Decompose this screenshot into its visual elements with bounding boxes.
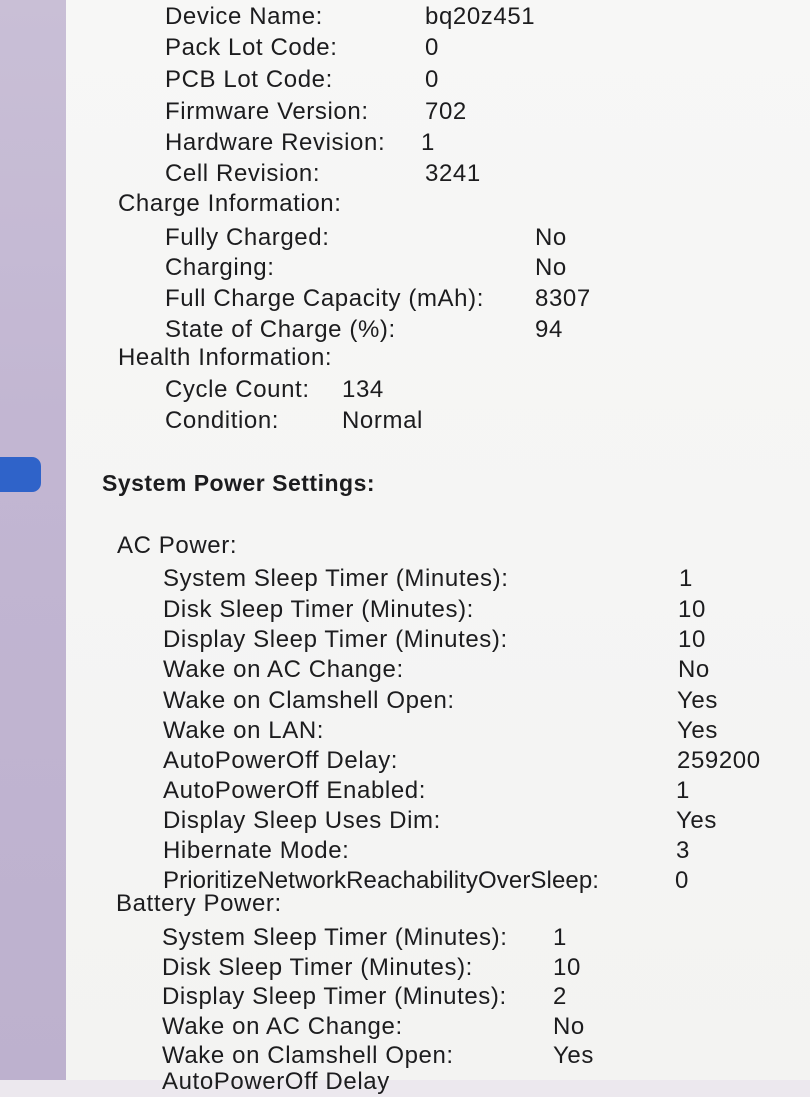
- ac-prioritize-network-value: 0: [675, 867, 689, 894]
- cycle-count-value: 134: [342, 376, 384, 403]
- ac-disk-sleep-timer-value: 10: [678, 596, 706, 623]
- ac-wake-on-ac-change-label: Wake on AC Change:: [163, 656, 404, 683]
- batt-disk-sleep-timer-label: Disk Sleep Timer (Minutes):: [162, 954, 473, 981]
- ac-wake-on-clamshell-open-value: Yes: [677, 687, 718, 714]
- hardware-revision-value: 1: [421, 129, 435, 156]
- fully-charged-label: Fully Charged:: [165, 224, 330, 251]
- charging-value: No: [535, 254, 567, 281]
- ac-hibernate-mode-value: 3: [676, 837, 690, 864]
- batt-wake-on-ac-change-value: No: [553, 1013, 585, 1040]
- state-of-charge-value: 94: [535, 316, 563, 343]
- ac-wake-on-clamshell-open-label: Wake on Clamshell Open:: [163, 687, 455, 714]
- batt-display-sleep-timer-label: Display Sleep Timer (Minutes):: [162, 983, 507, 1010]
- ac-disk-sleep-timer-label: Disk Sleep Timer (Minutes):: [163, 596, 474, 623]
- pack-lot-code-label: Pack Lot Code:: [165, 34, 338, 61]
- sidebar-selected-item[interactable]: [0, 457, 41, 492]
- state-of-charge-label: State of Charge (%):: [165, 316, 396, 343]
- firmware-version-label: Firmware Version:: [165, 98, 369, 125]
- pack-lot-code-value: 0: [425, 34, 439, 61]
- batt-wake-on-clamshell-open-label: Wake on Clamshell Open:: [162, 1042, 454, 1069]
- pcb-lot-code-label: PCB Lot Code:: [165, 66, 333, 93]
- ac-autopoweroff-delay-value: 259200: [677, 747, 761, 774]
- fully-charged-value: No: [535, 224, 567, 251]
- batt-autopoweroff-delay-label: AutoPowerOff Delay: [162, 1068, 390, 1095]
- condition-value: Normal: [342, 407, 423, 434]
- ac-display-sleep-timer-label: Display Sleep Timer (Minutes):: [163, 626, 508, 653]
- charge-information-heading: Charge Information:: [118, 190, 342, 217]
- ac-power-heading: AC Power:: [117, 532, 238, 559]
- ac-system-sleep-timer-label: System Sleep Timer (Minutes):: [163, 565, 509, 592]
- full-charge-capacity-label: Full Charge Capacity (mAh):: [165, 285, 484, 312]
- device-name-value: bq20z451: [425, 3, 536, 30]
- ac-wake-on-lan-label: Wake on LAN:: [163, 717, 325, 744]
- system-power-settings-title: System Power Settings:: [102, 470, 376, 496]
- batt-system-sleep-timer-label: System Sleep Timer (Minutes):: [162, 924, 508, 951]
- ac-display-sleep-timer-value: 10: [678, 626, 706, 653]
- cell-revision-value: 3241: [425, 160, 481, 187]
- charging-label: Charging:: [165, 254, 275, 281]
- pcb-lot-code-value: 0: [425, 66, 439, 93]
- hardware-revision-label: Hardware Revision:: [165, 129, 386, 156]
- ac-wake-on-ac-change-value: No: [678, 656, 710, 683]
- ac-prioritize-network-label: PrioritizeNetworkReachabilityOverSleep:: [163, 867, 600, 894]
- batt-system-sleep-timer-value: 1: [553, 924, 567, 951]
- batt-wake-on-ac-change-label: Wake on AC Change:: [162, 1013, 403, 1040]
- ac-display-sleep-uses-dim-label: Display Sleep Uses Dim:: [163, 807, 441, 834]
- ac-display-sleep-uses-dim-value: Yes: [676, 807, 717, 834]
- batt-wake-on-clamshell-open-value: Yes: [553, 1042, 594, 1069]
- firmware-version-value: 702: [425, 98, 467, 125]
- battery-power-heading: Battery Power:: [116, 890, 282, 917]
- ac-autopoweroff-enabled-label: AutoPowerOff Enabled:: [163, 777, 426, 804]
- ac-hibernate-mode-label: Hibernate Mode:: [163, 837, 350, 864]
- health-information-heading: Health Information:: [118, 344, 333, 371]
- ac-autopoweroff-enabled-value: 1: [676, 777, 690, 804]
- full-charge-capacity-value: 8307: [535, 285, 591, 312]
- device-name-label: Device Name:: [165, 3, 323, 30]
- batt-disk-sleep-timer-value: 10: [553, 954, 581, 981]
- cycle-count-label: Cycle Count:: [165, 376, 310, 403]
- ac-system-sleep-timer-value: 1: [679, 565, 693, 592]
- power-report-content: [66, 0, 810, 1095]
- cell-revision-label: Cell Revision:: [165, 160, 321, 187]
- sidebar: [0, 0, 66, 1080]
- batt-display-sleep-timer-value: 2: [553, 983, 567, 1010]
- ac-wake-on-lan-value: Yes: [677, 717, 718, 744]
- condition-label: Condition:: [165, 407, 280, 434]
- ac-autopoweroff-delay-label: AutoPowerOff Delay:: [163, 747, 399, 774]
